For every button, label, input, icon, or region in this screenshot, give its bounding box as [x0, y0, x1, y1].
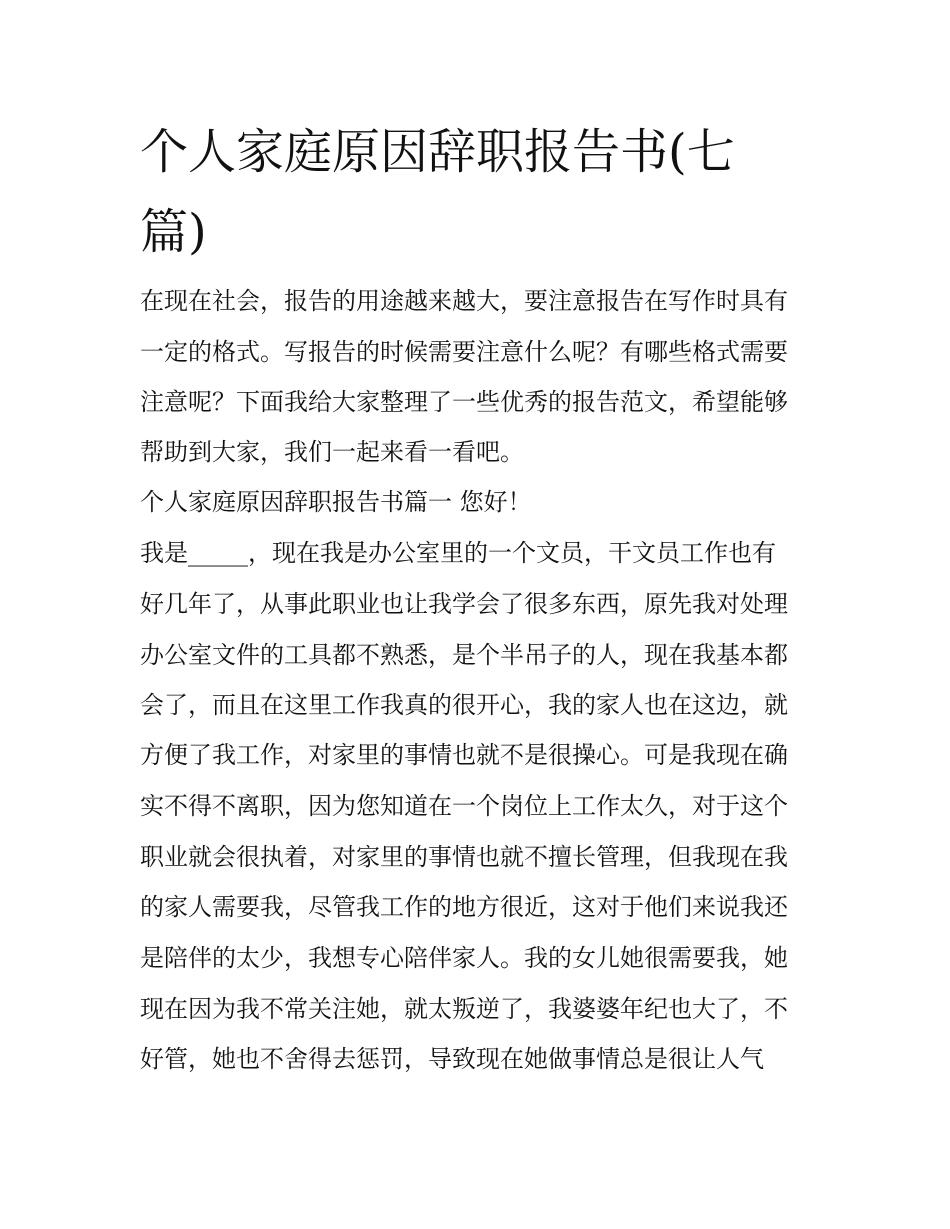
body-line-6: 我是_____，现在我是办公室里的一个文员，干文员工作也有: [140, 539, 776, 567]
section-heading: 个人家庭原因辞职报告书篇一 您好！: [140, 488, 532, 516]
body-line-2: 一定的格式。写报告的时候需要注意什么呢？有哪些格式需要: [140, 338, 788, 366]
body-line-9: 会了，而且在这里工作我真的很开心，我的家人也在这边，就: [140, 691, 788, 719]
body-line-15: 现在因为我不常关注她，就太叛逆了，我婆婆年纪也大了，不: [140, 995, 788, 1023]
body-line-4: 帮助到大家，我们一起来看一看吧。: [140, 438, 524, 466]
body-line-8: 办公室文件的工具都不熟悉，是个半吊子的人，现在我基本都: [140, 641, 788, 669]
title-line-2: 篇): [140, 204, 207, 260]
body-line-11: 实不得不离职，因为您知道在一个岗位上工作太久，对于这个: [140, 792, 788, 820]
body-line-10: 方便了我工作，对家里的事情也就不是很操心。可是我现在确: [140, 741, 788, 769]
body-line-1: 在现在社会，报告的用途越来越大，要注意报告在写作时具有: [140, 287, 788, 315]
body-line-13: 的家人需要我，尽管我工作的地方很近，这对于他们来说我还: [140, 893, 788, 921]
title-line-1: 个人家庭原因辞职报告书(七: [140, 124, 735, 180]
body-line-3: 注意呢？下面我给大家整理了一些优秀的报告范文，希望能够: [140, 388, 788, 416]
body-line-12: 职业就会很执着，对家里的事情也就不擅长管理，但我现在我: [140, 843, 788, 871]
body-line-7: 好几年了，从事此职业也让我学会了很多东西，原先我对处理: [140, 590, 788, 618]
body-line-14: 是陪伴的太少，我想专心陪伴家人。我的女儿她很需要我，她: [140, 944, 788, 972]
document-title: [140, 112, 820, 272]
body-line-16: 好管，她也不舍得去惩罚，导致现在她做事情总是很让人气: [140, 1045, 764, 1073]
